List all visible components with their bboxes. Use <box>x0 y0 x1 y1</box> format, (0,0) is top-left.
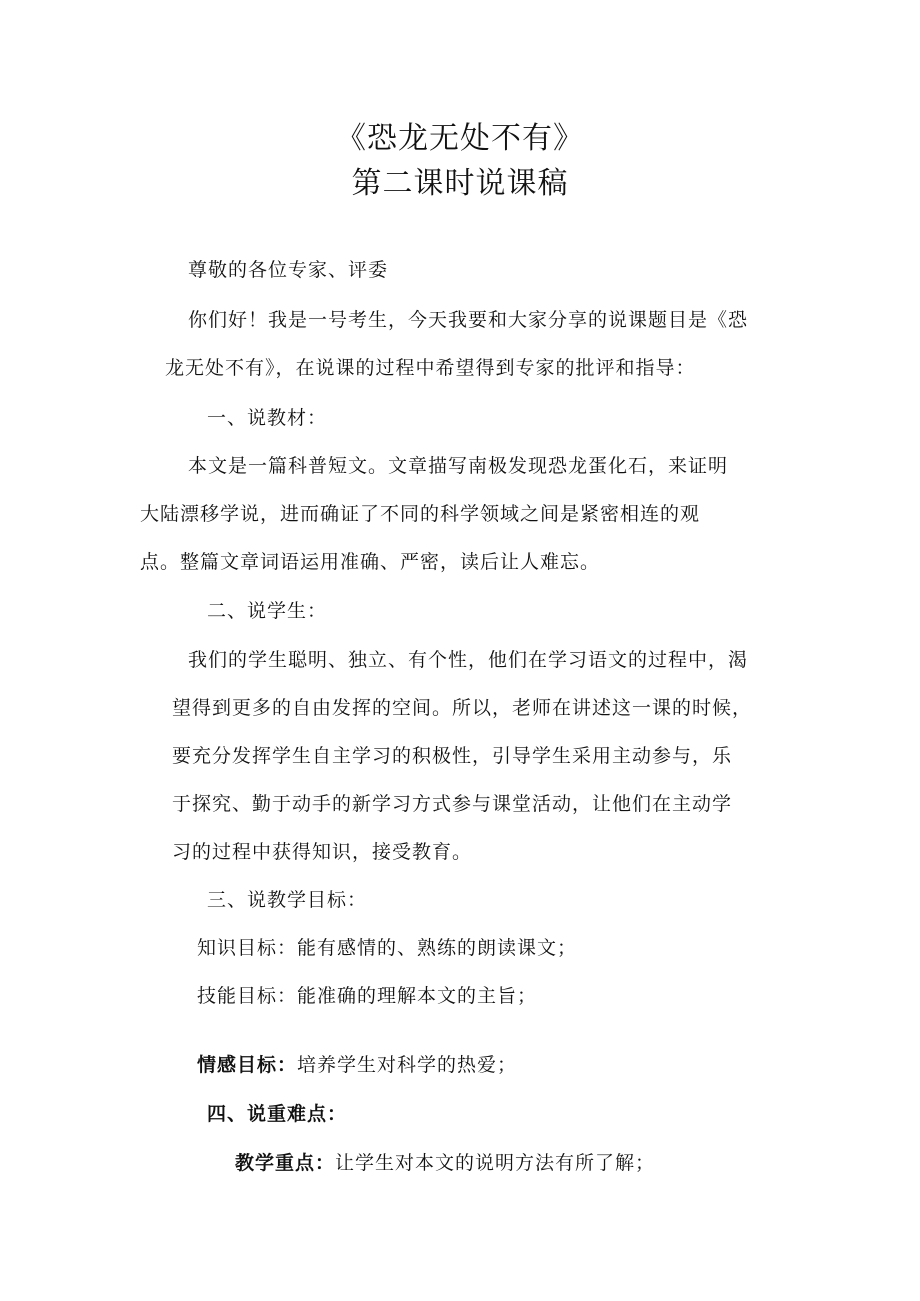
goal-skill <box>197 984 537 1008</box>
key-point-focus <box>235 1151 655 1175</box>
key-point-text: 让学生对本文的说明方法有所了解； <box>335 1152 656 1174</box>
paragraph-line: 于探究、勤于动手的新学习方式参与课堂活动，让他们在主动学 <box>172 793 733 815</box>
section-heading-students: 二、说学生： <box>207 600 328 622</box>
key-point-label: 教学重点： <box>235 1152 336 1174</box>
document-subtitle: 第二课时说课稿 <box>351 166 569 201</box>
paragraph-line: 我们的学生聪明、独立、有个性，他们在学习语文的过程中，渴 <box>188 649 749 671</box>
paragraph-line: 习的过程中获得知识，接受教育。 <box>172 841 473 863</box>
document-title: 《恐龙无处不有》 <box>336 121 584 156</box>
section-heading-goals: 三、说教学目标： <box>207 889 368 911</box>
goal-text: 能准确的理解本文的主旨； <box>297 985 538 1007</box>
section-heading-textbook: 一、说教材： <box>207 407 328 429</box>
paragraph-line: 要充分发挥学生自主学习的积极性，引导学生采用主动参与，乐 <box>172 745 733 767</box>
goal-label: 情感目标： <box>197 1054 298 1076</box>
goal-text: 培养学生对科学的热爱； <box>297 1054 518 1076</box>
paragraph-line: 望得到更多的自由发挥的空间。所以，老师在讲述这一课的时候， <box>172 697 753 719</box>
greeting: 尊敬的各位专家、评委 <box>188 259 389 281</box>
intro-line: 你们好！我是一号考生，今天我要和大家分享的说课题目是《恐 <box>188 309 749 331</box>
goal-label: 知识目标： <box>197 937 298 959</box>
goal-emotion <box>197 1053 517 1077</box>
goal-knowledge <box>197 936 577 960</box>
section-heading-key-points: 四、说重难点： <box>207 1103 348 1125</box>
goal-label: 技能目标： <box>197 985 298 1007</box>
paragraph-line: 点。整篇文章词语运用准确、严密，读后让人难忘。 <box>140 551 601 573</box>
intro-line: 龙无处不有》，在说课的过程中希望得到专家的批评和指导： <box>165 357 696 379</box>
goal-text: 能有感情的、熟练的朗读课文； <box>297 937 578 959</box>
paragraph-line: 大陆漂移学说，进而确证了不同的科学领域之间是紧密相连的观 <box>140 503 701 525</box>
paragraph-line: 本文是一篇科普短文。文章描写南极发现恐龙蛋化石，来证明 <box>188 455 729 477</box>
